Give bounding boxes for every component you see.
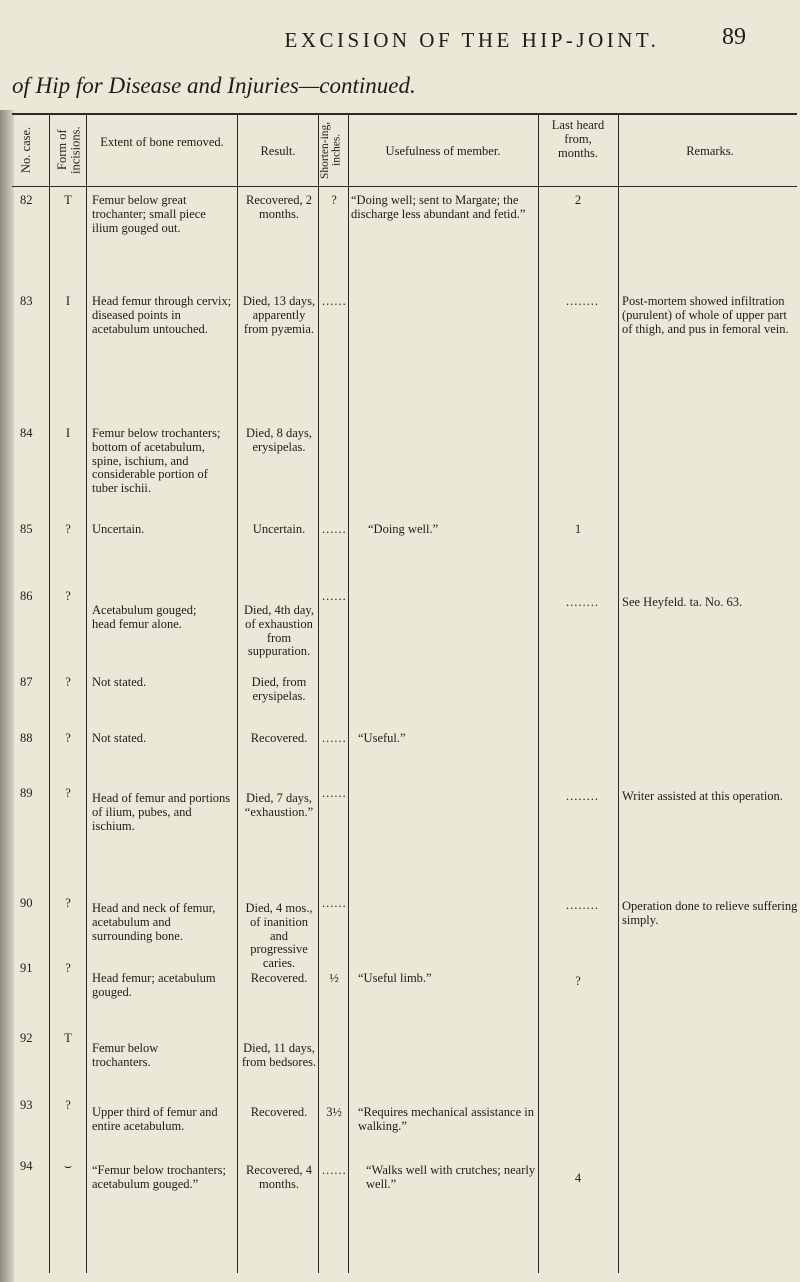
result-text: Recovered.: [250, 731, 308, 745]
extent-text: Head femur through cervix; diseased points in acetabulum untouched.: [92, 294, 232, 336]
last-heard-value: ........: [566, 295, 599, 308]
col-header-result: Result.: [260, 144, 296, 158]
col-divider: [86, 113, 87, 1273]
shortening-value: ?: [331, 193, 337, 207]
incision-form: ?: [65, 896, 71, 910]
case-number: 92: [20, 1031, 33, 1045]
result-text: Died, 7 days, “exhaustion.”: [244, 791, 314, 819]
case-number: 90: [20, 896, 33, 910]
header-rule: [12, 186, 797, 187]
case-number: 87: [20, 675, 33, 689]
last-heard-value: 1: [574, 522, 582, 536]
incision-form: ?: [65, 786, 71, 800]
page-number: 89: [722, 24, 746, 50]
result-text: Died, 13 days, apparently from pyæmia.: [242, 294, 316, 336]
remarks-text: See Heyfeld. ta. No. 63.: [622, 595, 743, 609]
incision-form: ?: [65, 731, 71, 745]
page-header: [0, 0, 800, 100]
usefulness-text: “Useful.”: [358, 731, 406, 745]
result-text: Died, 8 days, erysipelas.: [246, 426, 312, 454]
extent-text: Upper third of femur and entire acetabulum.: [92, 1105, 218, 1133]
case-number: 84: [20, 426, 33, 440]
page-edge-shadow: [0, 110, 14, 1282]
incision-form: T: [64, 1031, 72, 1045]
extent-text: Uncertain.: [92, 522, 145, 536]
case-number: 82: [20, 193, 33, 207]
shortening-value: ......: [322, 590, 347, 603]
shortening-value: ......: [322, 787, 347, 800]
remarks-text: Operation done to relieve suffering simply.: [622, 899, 798, 927]
result-text: Uncertain.: [252, 522, 306, 536]
last-heard-value: ........: [566, 899, 599, 912]
col-divider: [318, 113, 319, 1273]
result-text: Recovered.: [250, 971, 308, 985]
last-heard-value: ?: [575, 974, 581, 988]
shortening-value: ......: [322, 732, 347, 745]
last-heard-value: 2: [574, 193, 582, 207]
case-number: 85: [20, 522, 33, 536]
incision-form: T: [64, 193, 72, 207]
usefulness-text: “Useful limb.”: [358, 971, 432, 985]
extent-text: Not stated.: [92, 675, 147, 689]
col-divider: [348, 113, 349, 1273]
remarks-text: Post-mortem showed infiltration (purulent) of whole of upper part of thigh, and pus in femoral vein.: [622, 294, 789, 336]
extent-text: Femur below trochanters.: [92, 1041, 159, 1069]
incision-form: ?: [65, 1098, 71, 1112]
col-divider: [237, 113, 238, 1273]
usefulness-text: “Doing well.”: [368, 522, 439, 536]
case-number: 88: [20, 731, 33, 745]
case-number: 91: [20, 961, 33, 975]
incision-form: I: [65, 426, 71, 440]
last-heard-value: 4: [574, 1171, 582, 1185]
usefulness-text: “Requires mechanical assistance in walking.”: [358, 1105, 534, 1133]
incision-form: ?: [65, 675, 71, 689]
extent-text: Head and neck of femur, acetabulum and surrounding bone.: [92, 901, 216, 943]
col-header-form-incisions: Form of incisions.: [55, 126, 83, 174]
result-text: Died, 4th day, of exhaustion from suppuration.: [243, 603, 314, 659]
case-number: 86: [20, 589, 33, 603]
col-header-no-case: No. case.: [19, 126, 33, 174]
incision-form: ?: [65, 589, 71, 603]
result-text: Recovered, 2 months.: [246, 193, 312, 221]
last-heard-value: ........: [566, 790, 599, 803]
shortening-value: ......: [322, 897, 347, 910]
top-rule: [12, 113, 797, 115]
col-divider: [618, 113, 619, 1273]
col-header-last-heard: Last heard from, months.: [551, 118, 605, 160]
remarks-text: Writer assisted at this operation.: [622, 789, 783, 803]
col-header-remarks: Remarks.: [686, 144, 734, 158]
col-header-extent: Extent of bone removed.: [100, 135, 224, 149]
shortening-value: 3½: [326, 1105, 342, 1119]
incision-form: ?: [65, 522, 71, 536]
col-header-usefulness: Usefulness of member.: [385, 144, 501, 158]
result-text: Died, 4 mos., of inanition and progressive caries.: [245, 901, 313, 971]
extent-text: “Femur below trochanters; acetabulum gouged.”: [92, 1163, 226, 1191]
incision-form: I: [65, 294, 71, 308]
case-number: 94: [20, 1159, 33, 1173]
result-text: Died, from erysipelas.: [251, 675, 307, 703]
result-text: Recovered.: [250, 1105, 308, 1119]
col-divider: [538, 113, 539, 1273]
result-text: Recovered, 4 months.: [246, 1163, 312, 1191]
extent-text: Acetabulum gouged; head femur alone.: [92, 603, 197, 631]
shortening-value: ......: [322, 1164, 347, 1177]
extent-text: Femur below trochanters; bottom of acetabulum, spine, ischium, and considerable portion of tuber ischii.: [92, 426, 221, 496]
shortening-value: ......: [322, 523, 347, 536]
table-subtitle: of Hip for Disease and Injuries—continued.: [12, 73, 416, 98]
extent-text: Head of femur and portions of ilium, pubes, and ischium.: [92, 791, 231, 833]
case-number: 83: [20, 294, 33, 308]
case-number: 89: [20, 786, 33, 800]
case-number: 93: [20, 1098, 33, 1112]
result-text: Died, 11 days, from bedsores.: [241, 1041, 317, 1069]
incision-form: ?: [65, 961, 71, 975]
extent-text: Head femur; acetabulum gouged.: [92, 971, 216, 999]
shortening-value: ......: [322, 295, 347, 308]
extent-text: Femur below great trochanter; small piece ilium gouged out.: [92, 193, 206, 235]
extent-text: Not stated.: [92, 731, 147, 745]
usefulness-text: “Doing well; sent to Margate; the discharge less abundant and fetid.”: [351, 193, 526, 221]
usefulness-text: “Walks well with crutches; nearly well.”: [366, 1163, 536, 1191]
col-divider: [49, 113, 50, 1273]
col-header-shortening: Shorten-ing, inches.: [319, 121, 343, 179]
incision-form: ⌣: [63, 1159, 73, 1173]
last-heard-value: ........: [566, 596, 599, 609]
shortening-value: ½: [329, 971, 339, 985]
running-head: EXCISION OF THE HIP-JOINT.: [284, 28, 660, 52]
